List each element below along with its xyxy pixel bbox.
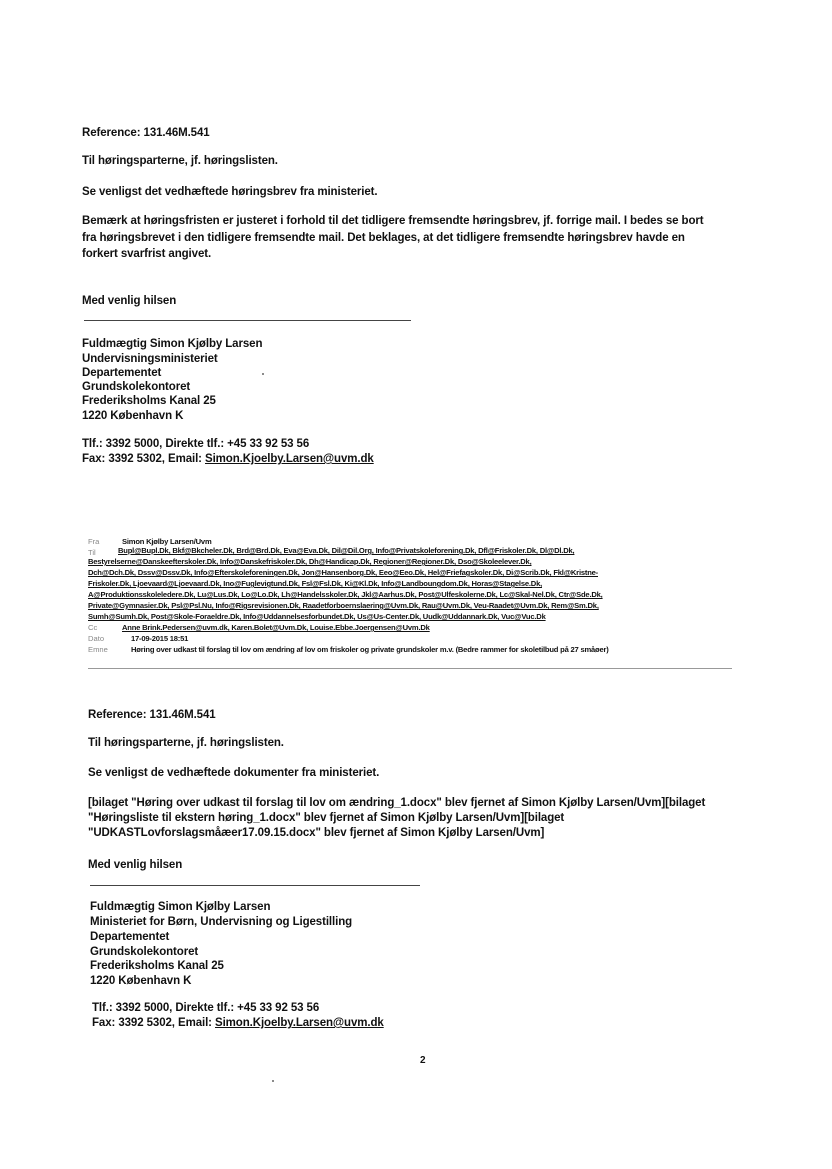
page-number: 2 xyxy=(420,1055,426,1066)
signature-fax-email-2 xyxy=(92,1017,384,1029)
note-line-3: forkert svarfrist angivet. xyxy=(82,248,212,260)
email-link[interactable]: Simon.Kjoelby.Larsen@uvm.dk xyxy=(205,453,374,465)
to-line-1[interactable]: Bupl@Bupl.Dk, Bkf@Bkcheler.Dk, Brd@Brd.Dk, Eva@Eva.Dk, Dil@Dil.Org, Info@Privatskoleforening.Dk, Dfl@Friskoler.Dk, Dl@Dl.Dk, xyxy=(118,546,575,555)
cc-label: Cc xyxy=(88,623,98,632)
to-line-7[interactable]: Sumh@Sumh.Dk, Post@Skole-Foraeldre.Dk, Info@Uddannelsesforbundet.Dk, Us@Us-Center.Dk, Uudk@Uddannark.Dk, Vuc@Vuc.Dk xyxy=(88,612,546,621)
signature-name-2: Fuldmægtig Simon Kjølby Larsen xyxy=(90,901,271,913)
cc-value[interactable]: Anne Brink.Pedersen@uvm.dk, Karen.Bolet@Uvm.Dk, Louise.Ebbe.Joergensen@Uvm.Dk xyxy=(122,623,430,632)
signature-name: Fuldmægtig Simon Kjølby Larsen xyxy=(82,338,263,350)
subject-value: Høring over udkast til forslag til lov om ændring af lov om friskoler og private grundskoler m.v. (Bedre rammer for skoletilbud på 27 småøer) xyxy=(131,645,609,654)
scan-speck-2 xyxy=(272,1080,274,1082)
signature-fax-email xyxy=(82,453,374,465)
reference-line: Reference: 131.46M.541 xyxy=(82,127,210,139)
date-value: 17-09-2015 18:51 xyxy=(131,634,189,643)
to-line-2[interactable]: Bestyrelserne@Danskeefterskoler.Dk, Info@Danskefriskoler.Dk, Dh@Handicap.Dk, Regioner@Regioner.Dk, Dso@Skoleelever.Dk, xyxy=(88,557,532,566)
greeting: Med venlig hilsen xyxy=(82,295,177,307)
greeting-2: Med venlig hilsen xyxy=(88,859,183,871)
attachment-line: Se venligst det vedhæftede høringsbrev fra ministeriet. xyxy=(82,186,378,198)
subject-label: Emne xyxy=(88,645,108,654)
note-line-2: fra høringsbrevet i den tidligere fremsendte mail. Det beklages, at det tidligere fremsendte høringsbrev havde en xyxy=(82,232,685,244)
to-line-4[interactable]: Friskoler.Dk, Ljoevaard@Ljoevaard.Dk, Ino@Fuglevigtund.Dk, Fsl@Fsl.Dk, Ki@Kl.Dk, Info@Landboungdom.Dk, Horas@Stagelse.Dk, xyxy=(88,579,542,588)
signature-city: 1220 København K xyxy=(82,410,184,422)
signature-dept-2: Departementet xyxy=(90,931,170,943)
to-line-3[interactable]: Dch@Dch.Dk, Dssv@Dssv.Dk, Info@Efterskoleforeningen.Dk, Jon@Hansenborg.Dk, Eeo@Eeo.Dk, Hel@Friefagskoler.Dk, Di@Scrib.Dk, Fkl@Kristne- xyxy=(88,568,598,577)
from-label: Fra xyxy=(88,537,100,546)
fax-label-2: Fax: 3392 5302, Email: xyxy=(92,1017,215,1029)
signature-divider xyxy=(84,320,411,321)
recipients-line: Til høringsparterne, jf. høringslisten. xyxy=(82,155,278,167)
signature-phone: Tlf.: 3392 5000, Direkte tlf.: +45 33 92 53 56 xyxy=(82,438,310,450)
signature-org: Undervisningsministeriet xyxy=(82,353,218,365)
signature-street: Frederiksholms Kanal 25 xyxy=(82,395,216,407)
scan-speck xyxy=(262,373,264,375)
attachment-line-2: Se venligst de vedhæftede dokumenter fra ministeriet. xyxy=(88,767,380,779)
signature-city-2: 1220 København K xyxy=(90,975,192,987)
signature-dept: Departementet xyxy=(82,367,162,379)
reference-line-2: Reference: 131.46M.541 xyxy=(88,709,216,721)
recipients-line-2: Til høringsparterne, jf. høringslisten. xyxy=(88,737,284,749)
signature-divider-2 xyxy=(90,885,420,886)
date-label: Dato xyxy=(88,634,105,643)
signature-phone-2: Tlf.: 3392 5000, Direkte tlf.: +45 33 92 53 56 xyxy=(92,1002,320,1014)
header-divider xyxy=(88,668,732,669)
removed-attachment-line-1: [bilaget "Høring over udkast til forslag til lov om ændring_1.docx" blev fjernet af Simon Kjølby Larsen/Uvm][bilaget xyxy=(88,797,706,809)
removed-attachment-line-2: "Høringsliste til ekstern høring_1.docx" blev fjernet af Simon Kjølby Larsen/Uvm][bilaget xyxy=(88,812,565,824)
to-line-5[interactable]: A@Produktionsskoleledere.Dk, Lu@Lus.Dk, Lo@Lo.Dk, Lh@Handelsskoler.Dk, Jkl@Aarhus.Dk, Post@Ulfeskolerne.Dk, Lc@Skal-Nel.Dk, Ctr@Sde.Dk, xyxy=(88,590,603,599)
from-value: Simon Kjølby Larsen/Uvm xyxy=(122,537,212,546)
signature-office: Grundskolekontoret xyxy=(82,381,191,393)
to-line-6[interactable]: Private@Gymnasier.Dk, Psl@Psl.Nu, Info@Rigsrevisionen.Dk, Raadetforboernslaering@Uvm.Dk, Rau@Uvm.Dk, Veu-Raadet@Uvm.Dk, Rem@Sm.Dk, xyxy=(88,601,599,610)
to-label: Til xyxy=(88,548,96,557)
email-link-2[interactable]: Simon.Kjoelby.Larsen@uvm.dk xyxy=(215,1017,384,1029)
note-line-1: Bemærk at høringsfristen er justeret i forhold til det tidligere fremsendte høringsbrev, jf. forrige mail. I bedes se bort xyxy=(82,215,704,227)
removed-attachment-line-3: "UDKASTLovforslagsmåæer17.09.15.docx" blev fjernet af Simon Kjølby Larsen/Uvm] xyxy=(88,827,545,839)
signature-office-2: Grundskolekontoret xyxy=(90,946,199,958)
signature-street-2: Frederiksholms Kanal 25 xyxy=(90,960,224,972)
fax-label: Fax: 3392 5302, Email: xyxy=(82,453,205,465)
signature-org-2: Ministeriet for Børn, Undervisning og Ligestilling xyxy=(90,916,353,928)
